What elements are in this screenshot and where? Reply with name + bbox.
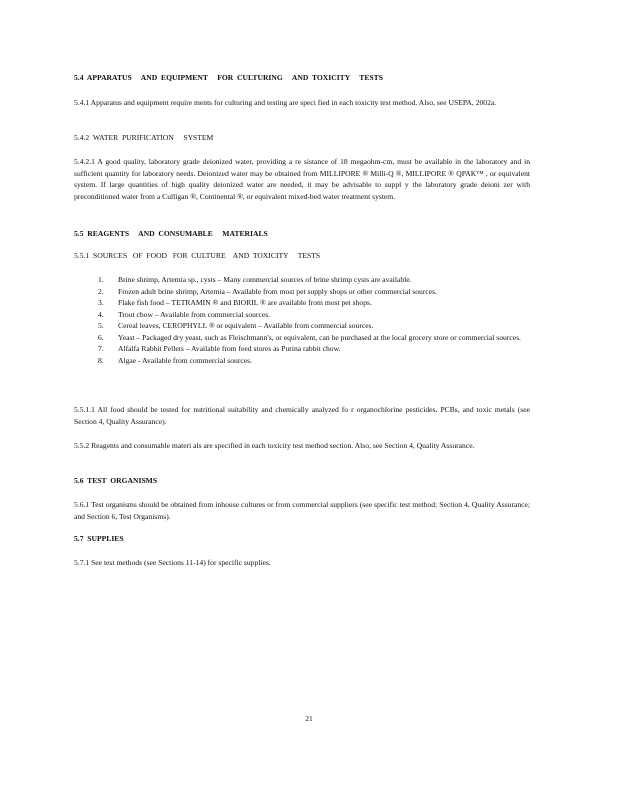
list-item-number: 1. [98,275,104,284]
list-item [98,343,530,355]
page-number: 21 [305,714,313,723]
list-item-text: Yeast – Packaged dry yeast, such as Fleischmann's, or equivalent, can be purchased at the local grocery store or commercial sources. [118,332,521,342]
list-item-number: 6. [98,332,104,342]
list-item [98,332,530,344]
list-item-text: Frozen adult brine shrimp, Artemia – Available from most pet supply shops or other commercial sources. [118,286,437,296]
section-5-4-2-1-paragraph: 5.4.2.1 A good quality, laboratory grade deionized water, providing a re sistance of 18 megaohm-cm, must be available in the laboratory and in sufficient quantity for laboratory needs. Deionized water may be obtained from MILLIPORE ® Milli-Q ®, MILLIPORE ® QPAK™ , or equivalent system. If large quantities of high quality deionized water are needed, it may be advisable to suppl y the laboratory grade deioni zer with preconditioned water from a Culligan ®, Continental ®, or equivalent mixed-bed water treatment system. [74,157,530,201]
list-item [98,309,530,321]
list-item-text: Cereal leaves, CEROPHYLL ® or equivalent – Available from commercial sources. [118,321,374,330]
list-item [98,274,530,286]
food-sources-list [98,274,530,366]
list-item-text: Trout chow – Available from commercial sources. [118,309,271,319]
section-5-6-1-paragraph: 5.6.1 Test organisms should be obtained from inhouse cultures or from commercial suppliers (see specific test method; Section 4, Quality Assurance; and Section 6, Test Organisms). [74,500,530,521]
section-5-6-heading: 5.6 TEST ORGANISMS [74,476,158,485]
list-item [98,320,530,332]
section-5-4-heading: 5.4 APPARATUS AND EQUIPMENT FOR CULTURING AND TOXICITY TESTS [74,73,383,82]
list-item [98,355,530,367]
section-5-7-heading: 5.7 SUPPLIES [74,534,124,543]
section-5-4-2-heading: 5.4.2 WATER PURIFICATION SYSTEM [74,133,214,142]
section-5-5-1-heading: 5.5.1 SOURCES OF FOOD FOR CULTURE AND TOXICITY TESTS [74,251,321,260]
list-item-number: 2. [98,286,104,296]
section-5-7-1-paragraph: 5.7.1 See test methods (see Sections 11-14) for specific supplies. [74,558,271,567]
list-item-text: Alfalfa Rabbit Pellets – Available from feed stores as Purina rabbit chow. [118,344,341,353]
list-item-text: Brine shrimp, Artemia sp., cysts – Many commercial sources of brine shrimp cysts are available. [118,275,412,284]
section-5-5-1-1-paragraph: 5.5.1.1 All food should be tested for nutritional suitability and chemically analyzed fo r organochlorine pesticides, PCBs, and toxic metals (see Section 4, Quality Assurance). [74,405,530,426]
list-item-number: 4. [98,309,104,319]
list-item [98,286,530,298]
list-item-number: 3. [98,298,104,307]
list-item-text: Flake fish food – TETRAMIN ® and BIORIL ® are available from most pet shops. [118,298,372,307]
list-item-text: Algae - Available from commercial sources. [118,355,252,365]
list-item-number: 8. [98,355,104,365]
list-item [98,297,530,309]
section-5-4-1-paragraph: 5.4.1 Apparatus and equipment require ments for culturing and testing are speci fied in each toxicity test method. Also, see USEPA, 2002a. [74,98,497,107]
section-5-5-2-paragraph: 5.5.2 Reagents and consumable materi als are specified in each toxicity test method section. Also, see Section 4, Quality Assurance. [74,441,475,450]
list-item-number: 7. [98,344,104,353]
section-5-5-heading: 5.5 REAGENTS AND CONSUMABLE MATERIALS [74,229,268,238]
list-item-number: 5. [98,321,104,330]
